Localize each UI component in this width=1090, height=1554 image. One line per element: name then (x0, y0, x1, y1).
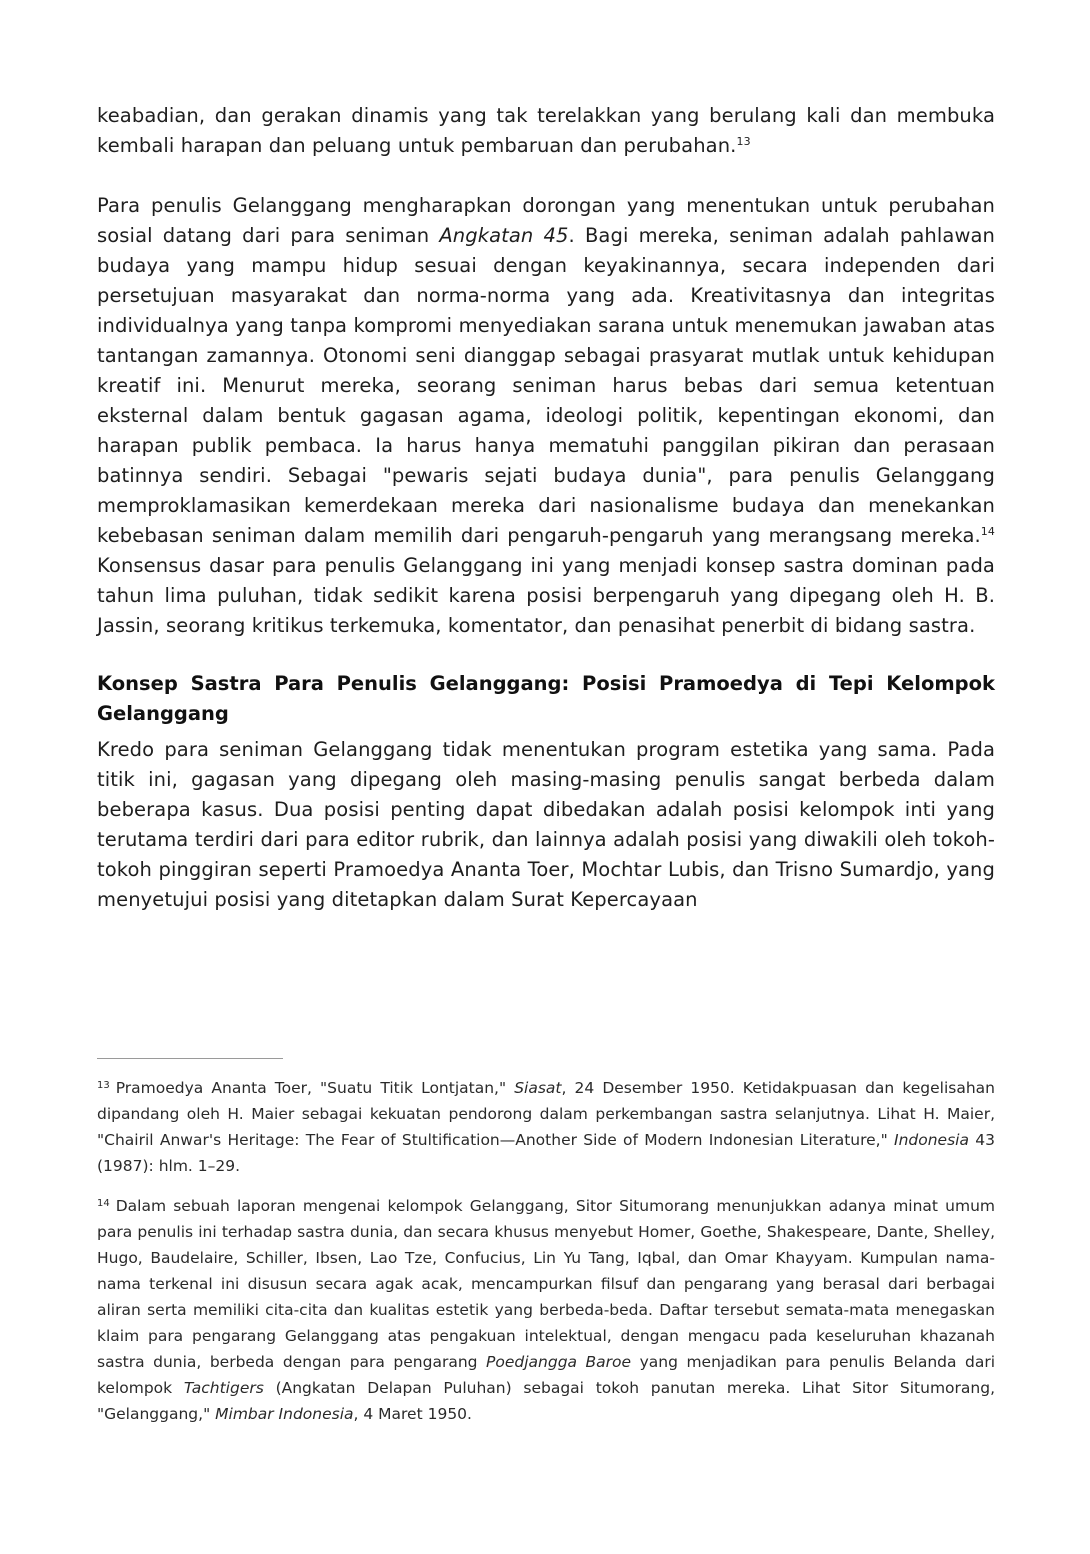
paragraph-text: . Bagi mereka, seniman adalah pahlawan budaya yang mampu hidup sesuai dengan keyakinannya, secara independen dari persetujuan masyarakat dan norma-norma yang ada. Kreativitasnya dan integritas individualnya yang tanpa kompromi menyediakan sarana untuk menemukan jawaban atas tantangan zamannya. Otonomi seni dianggap sebagai prasyarat mutlak untuk kehidupan kreatif ini. Menurut mereka, seorang seniman harus bebas dari semua ketentuan eksternal dalam bentuk gagasan agama, ideologi politik, kepentingan ekonomi, dan harapan publik pembaca. Ia harus hanya mematuhi panggilan pikiran dan perasaan batinnya sendiri. Sebagai "pewaris sejati budaya dunia", para penulis Gelanggang memproklamasikan kemerdekaan mereka dari nasionalisme budaya dan menekankan kebebasan seniman dalam memilih dari pengaruh-pengaruh yang merangsang mereka. (97, 224, 995, 547)
italic-title: Indonesia (894, 1131, 969, 1149)
footnote-text: Pramoedya Ananta Toer, "Suatu Titik Lontjatan," (115, 1079, 515, 1097)
footnote-text: 43 (1987): hlm. 1–29. (97, 1131, 995, 1175)
footnote-number: 14 (97, 1198, 110, 1209)
footnote-text: , 4 Maret 1950. (353, 1405, 472, 1423)
footnote-text: Dalam sebuah laporan mengenai kelompok Gelanggang, Sitor Situmorang menunjukkan adanya minat umum para penulis ini terhadap sastra dunia, dan secara khusus menyebut Homer, Goethe, Shakespeare, Dante, Shelley, Hugo, Baudelaire, Schiller, Ibsen, Lao Tze, Confucius, Lin Yu Tang, Iqbal, dan Omar Khayyam. Kumpulan nama-nama terkenal ini disusun secara agak acak, mencampurkan filsuf dan pengarang yang berasal dari berbagai aliran serta memiliki cita-cita dan kualitas estetik yang berbeda-beda. Daftar tersebut semata-mata menegaskan klaim para pengarang Gelanggang atas pengakuan intelektual, dengan mengacu pada keseluruhan khazanah sastra dunia, berbeda dengan para pengarang (97, 1197, 995, 1371)
paragraph-gelanggang-writers (97, 191, 995, 641)
footnote-text: , 24 Desember 1950. Ketidakpuasan dan kegelisahan dipandang oleh H. Maier sebagai kekuatan pendorong dalam perkembangan sastra selanjutnya. Lihat H. Maier, "Chairil Anwar's Heritage: The Fear of Stultification—Another Side of Modern Indonesian Literature," (97, 1079, 995, 1149)
paragraph-text: Para penulis Gelanggang mengharapkan dorongan yang menentukan untuk perubahan sosial datang dari para seniman (97, 194, 995, 247)
italic-title: Siasat (514, 1079, 562, 1097)
paragraph-credo (97, 735, 995, 915)
section-heading: Konsep Sastra Para Penulis Gelanggang: Posisi Pramoedya di Tepi Kelompok Gelanggang (97, 672, 995, 725)
main-text (97, 101, 995, 915)
paragraph-text: Kredo para seniman Gelanggang tidak menentukan program estetika yang sama. Pada titik ini, gagasan yang dipegang oleh masing-masing penulis sangat berbeda dalam beberapa kasus. Dua posisi penting dapat dibedakan adalah posisi kelompok inti yang terutama terdiri dari para editor rubrik, dan lainnya adalah posisi yang diwakili oleh tokoh-tokoh pinggiran seperti Pramoedya Ananta Toer, Mochtar Lubis, dan Trisno Sumardjo, yang menyetujui posisi yang ditetapkan dalam Surat Kepercayaan (97, 738, 995, 911)
footnote-ref-13[interactable]: 13 (736, 135, 751, 148)
footnote-14 (97, 1193, 995, 1427)
footnote-13 (97, 1075, 995, 1179)
italic-term: Angkatan 45 (439, 224, 569, 247)
footnote-divider (97, 1058, 283, 1059)
italic-title: Poedjangga Baroe (486, 1353, 632, 1371)
footnotes (97, 1075, 995, 1427)
paragraph-text: Konsensus dasar para penulis Gelanggang ini yang menjadi konsep sastra dominan pada tahun lima puluhan, tidak sedikit karena posisi berpengaruh yang dipegang oleh H. B. Jassin, seorang kritikus terkemuka, komentator, dan penasihat penerbit di bidang sastra. (97, 554, 995, 637)
italic-title: Tachtigers (183, 1379, 264, 1397)
paragraph-continued (97, 101, 995, 161)
footnote-text: (Angkatan Delapan Puluhan) sebagai tokoh panutan mereka. Lihat Sitor Situmorang, "Gelanggang," (97, 1379, 996, 1423)
footnote-text: yang menjadikan para penulis Belanda dari kelompok (97, 1353, 996, 1397)
footnote-number: 13 (97, 1080, 110, 1091)
paragraph-text: keabadian, dan gerakan dinamis yang tak terelakkan yang berulang kali dan membuka kembali harapan dan peluang untuk pembaruan dan perubahan. (97, 104, 995, 157)
italic-title: Mimbar Indonesia (215, 1405, 354, 1423)
footnote-ref-14[interactable]: 14 (980, 525, 995, 538)
